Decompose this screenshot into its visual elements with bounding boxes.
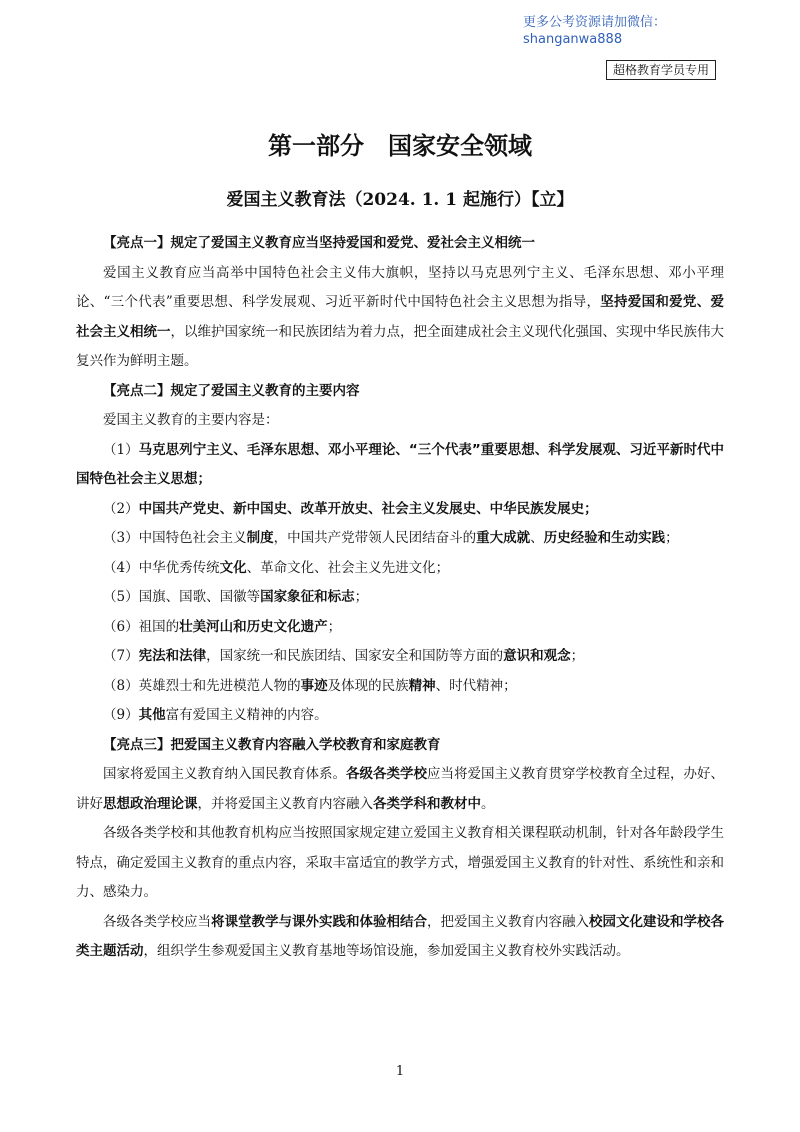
- bold-text-run: 历史经验和生动实践: [543, 530, 666, 546]
- text-run: 国家将爱国主义教育纳入国民教育体系。: [103, 766, 346, 782]
- text-run: 。: [481, 795, 495, 812]
- highlight-heading: 【亮点三】把爱国主义教育内容融入学校教育和家庭教育: [103, 736, 441, 753]
- highlight-heading: 【亮点一】规定了爱国主义教育应当坚持爱国和爱党、爱社会主义相统一: [103, 235, 535, 251]
- text-run: 富有爱国主义精神的内容。: [165, 707, 328, 723]
- wechat-watermark: [523, 14, 666, 48]
- bold-text-run: 意识和观念: [503, 648, 571, 664]
- text-run: 各级各类学校应当: [103, 913, 211, 930]
- bold-text-run: 坚持爱国和爱党、爱社会主义相统一: [76, 294, 724, 340]
- text-run: ，中国共产党带领人民团结奋斗的: [273, 530, 477, 546]
- text-run: ，把爱国主义教育内容融入: [427, 913, 589, 930]
- body-paragraph: [76, 819, 724, 908]
- body-paragraph: [76, 760, 724, 819]
- bold-text-run: 制度: [246, 530, 274, 546]
- text-run: ；: [354, 589, 369, 605]
- highlight-heading: 【亮点二】规定了爱国主义教育的主要内容: [103, 382, 360, 399]
- text-run: （7）: [103, 648, 139, 664]
- student-only-tag: 超格教育学员专用: [606, 60, 716, 80]
- document-body: [76, 229, 724, 967]
- bold-text-run: 文化: [219, 559, 247, 576]
- bold-text-run: 壮美河山和历史文化遗产: [179, 618, 328, 635]
- body-paragraph: [76, 406, 724, 436]
- text-run: （9）: [103, 707, 139, 723]
- text-run: （2）: [103, 500, 139, 517]
- body-paragraph: [76, 495, 724, 525]
- text-run: 应当将爱国主义教育贯穿学校教育全过程，办好、讲好: [76, 766, 724, 812]
- body-paragraph: [76, 908, 724, 967]
- bold-text-run: 马克思列宁主义、毛泽东思想、邓小平理论、“三个代表”重要思想、科学发展观、习近平新时代中国特色社会主义思想；: [76, 441, 724, 487]
- text-run: （8）英雄烈士和先进模范人物的: [103, 677, 301, 694]
- text-run: 、: [530, 530, 544, 546]
- body-paragraph: [76, 613, 724, 643]
- text-run: ；: [327, 618, 342, 635]
- text-run: ；: [570, 648, 585, 664]
- text-run: 、革命文化、社会主义先进文化；: [246, 559, 450, 576]
- text-run: ，以维护国家统一和民族团结为着力点，把全面建成社会主义现代化强国、实现中华民族伟大复兴作为鲜明主题。: [76, 323, 724, 369]
- bold-text-run: 思想政治理论课: [103, 795, 198, 812]
- bold-text-run: 各类学科和教材中: [373, 795, 481, 812]
- text-run: 及体现的民族: [327, 677, 409, 694]
- body-paragraph: [76, 436, 724, 495]
- bold-text-run: 事迹: [300, 677, 328, 694]
- body-paragraph: [76, 524, 724, 554]
- page-number: 1: [395, 1064, 405, 1079]
- bold-text-run: 将课堂教学与课外实践和体验相结合: [211, 913, 427, 930]
- bold-text-run: 宪法和法律: [138, 648, 207, 664]
- bold-text-run: 校园文化建设和学校各类主题活动: [76, 913, 724, 959]
- text-run: ，组织学生参观爱国主义教育基地等场馆设施，参加爱国主义教育校外实践活动。: [143, 943, 630, 959]
- body-paragraph: [76, 259, 724, 377]
- text-run: （6）祖国的: [103, 618, 180, 635]
- bold-text-run: 其他: [138, 707, 166, 723]
- body-paragraph: [76, 554, 724, 584]
- bold-text-run: 各级各类学校: [346, 766, 427, 782]
- body-paragraph: [76, 701, 724, 731]
- bold-text-run: 国家象征和标志: [260, 589, 355, 605]
- text-run: 爱国主义教育的主要内容是：: [103, 412, 279, 428]
- text-run: （5）国旗、国歌、国徽等: [103, 589, 261, 605]
- text-run: 、时代精神；: [435, 677, 517, 694]
- text-run: 各级各类学校和其他教育机构应当按照国家规定建立爱国主义教育相关课程联动机制，针对各年龄段学生特点，确定爱国主义教育的重点内容，采取丰富适宜的教学方式，增强爱国主义教育的针对性、系统性和亲和力、感染力。: [76, 825, 724, 900]
- body-paragraph: [76, 583, 724, 613]
- text-run: （4）中华优秀传统: [103, 559, 220, 576]
- text-run: ；: [665, 530, 679, 546]
- body-paragraph: [76, 672, 724, 702]
- body-paragraph: [76, 642, 724, 672]
- bold-text-run: 精神: [408, 677, 436, 694]
- law-title: 爱国主义教育法（2024. 1. 1 起施行）【立】: [226, 190, 574, 210]
- text-run: ，国家统一和民族团结、国家安全和国防等方面的: [206, 648, 504, 664]
- watermark-line-1: 更多公考资源请加微信：: [523, 15, 667, 30]
- bold-text-run: 中国共产党史、新中国史、改革开放史、社会主义发展史、中华民族发展史；: [138, 500, 598, 517]
- text-run: （1）: [103, 441, 139, 458]
- text-run: （3）中国特色社会主义: [103, 530, 247, 546]
- bold-text-run: 重大成就: [476, 530, 531, 546]
- watermark-line-2: shanganwa888: [523, 32, 623, 47]
- text-run: ，并将爱国主义教育内容融入: [197, 795, 373, 812]
- part-title: 第一部分 国家安全领域: [268, 131, 532, 160]
- text-run: 爱国主义教育应当高举中国特色社会主义伟大旗帜，坚持以马克思列宁主义、毛泽东思想、邓小平理论、“三个代表”重要思想、科学发展观、习近平新时代中国特色社会主义思想为指导，: [76, 264, 724, 310]
